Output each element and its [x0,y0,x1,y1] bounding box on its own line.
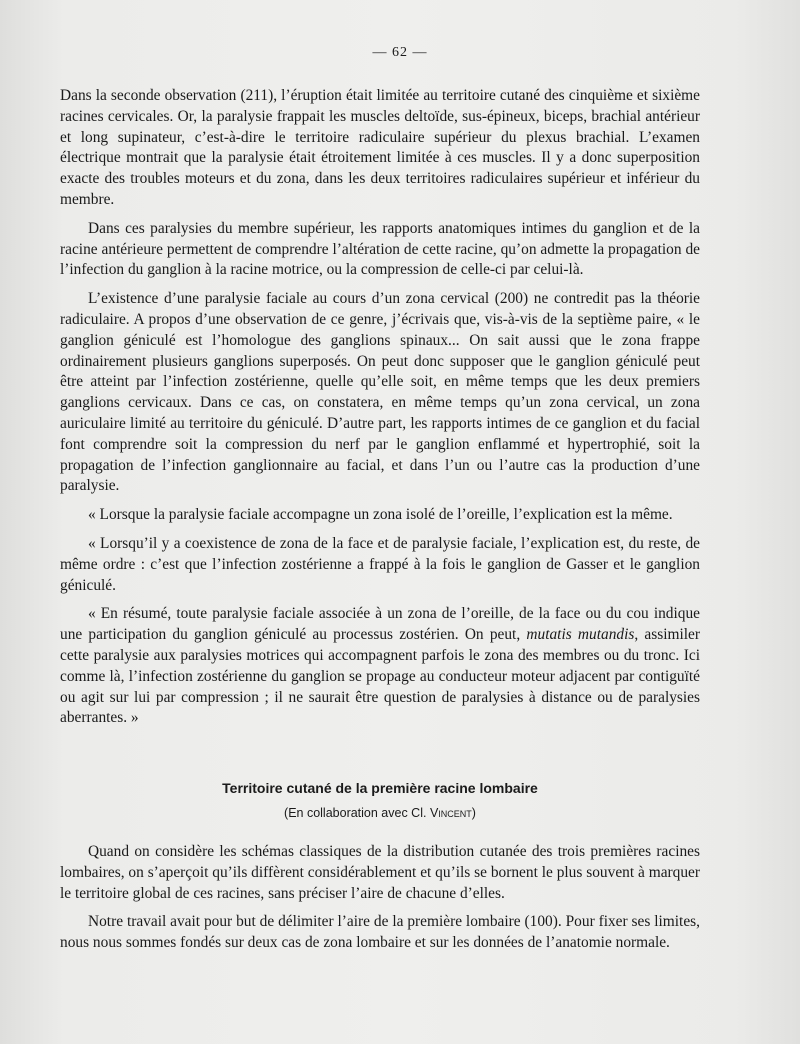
paragraph-5: « Lorsqu’il y a coexistence de zona de la face et de paralysie faciale, l’explication est, du reste, de même ordre : c’est que l’infection zostérienne a frappé à la fois le ganglion de Gasser et le ganglion géniculé. [60,534,700,594]
paragraph-4: « Lorsque la paralysie faciale accompagne un zona isolé de l’oreille, l’explication est la même. [88,506,673,524]
subtitle-author: Vincent [429,806,472,820]
section-subtitle [60,806,700,820]
subtitle-suffix: ) [471,806,476,820]
section-lumbar [60,780,700,962]
paragraph-2: Dans ces paralysies du membre supérieur, les rapports anatomiques intimes du ganglion et de la racine antérieure permettent de comprendre l’altération de cette racine, qu’on admette la propagation de l’infection du ganglion à la racine motrice, ou la compression de celle-ci par celui-là. [60,219,700,279]
paragraph-3: L’existence d’une paralysie faciale au cours d’un zona cervical (200) ne contredit pas la théorie radiculaire. A propos d’une observation de ce genre, j’écrivais que, vis-à-vis de la septième paire, « le ganglion géniculé est l’homologue des ganglions spinaux... On sait aussi que le zona frappe ordinairement plusieurs ganglions superposés. On peut donc supposer que le ganglion géniculé peut être atteint par l’infection zostérienne, quelle qu’elle soit, en même temps que les deux premiers ganglions cervicaux. Dans ce cas, on constatera, en même temps qu’un zona cervical, un zona auriculaire limité au territoire du géniculé. D’autre part, les rapports intimes de ce ganglion et du facial font comprendre soit la compression du nerf par le ganglion enflammé et hypertrophié, soit la propagation de l’infection ganglionnaire au facial, et dans l’un ou l’autre cas la production d’une paralysie. [60,290,700,495]
subtitle-prefix: (En collaboration avec Cl. [284,806,430,820]
paragraph-6-end: , assimiler cette paralysie aux paralysies motrices qui accompagnent parfois le zona des membres ou du tronc. Ici comme là, l’infection zostérienne du ganglion se propage au conducteur moteur adjacent par contiguïté ou agit sur lui par compression ; il ne saurait être question de paralysies à distance ou de paralysies aberrantes. » [60,626,700,727]
section-paragraph-1: Quand on considère les schémas classiques de la distribution cutanée des trois premières racines lombaires, on s’aperçoit qu’ils diffèrent considérablement et qu’ils se bornent le plus souvent à marquer le territoire global de ces racines, sans préciser l’aire de chacune d’elles. [60,843,700,902]
page-number: — 62 — [372,45,428,60]
section-paragraph-2: Notre travail avait pour but de délimiter l’aire de la première lombaire (100). Pour fixer ses limites, nous nous sommes fondés sur deux cas de zona lombaire et sur les données de l’anatomie normale. [60,913,700,952]
paragraph-6 [60,604,700,729]
section-body [60,842,700,954]
main-text [60,86,700,737]
paragraph-6-start: « En résumé, toute paralysie faciale associée à un zona de l’oreille, de la face ou du cou indique une participation du ganglion géniculé au processus zostérien. On peut, [60,605,700,644]
paragraph-6-italic: mutatis mutandis [526,626,635,644]
paragraph-1: Dans la seconde observation (211), l’éruption était limitée au territoire cutané des cinquième et sixième racines cervicales. Or, la paralysie frappait les muscles deltoïde, sus-épineux, biceps, brachial antérieur et long supinateur, c’est-à-dire le territoire radiculaire supérieur du plexus brachial. L’examen électrique montrait que la paralysie était étroitement limitée à ces muscles. Il y a donc superposition exacte des troubles moteurs et du zona, dans les deux territoires radiculaires supérieur et inférieur du membre. [60,87,700,208]
section-title: Territoire cutané de la première racine lombaire [222,780,538,796]
